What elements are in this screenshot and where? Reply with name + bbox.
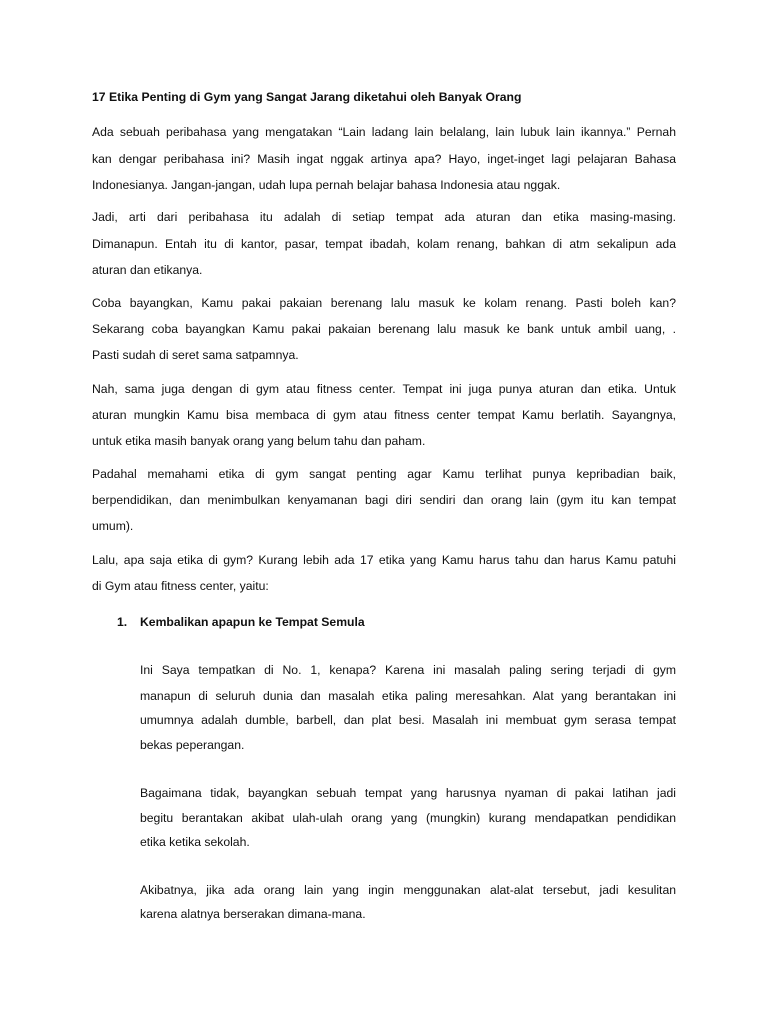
list-item-heading: Kembalikan apapun ke Tempat Semula — [140, 615, 365, 629]
paragraph-line: umumnya adalah dumble, barbell, dan plat besi. Masalah ini membuat gym serasa tempat — [140, 713, 676, 727]
paragraph-line: bekas peperangan. — [140, 738, 245, 752]
paragraph-line: aturan dan etikanya. — [92, 263, 203, 277]
paragraph-line: begitu berantakan akibat ulah-ulah orang yang (mungkin) kurang mendapatkan pendidikan — [140, 811, 676, 825]
paragraph-line: aturan mungkin Kamu bisa membaca di gym atau fitness center tempat Kamu berlatih. Sayangnya, — [92, 408, 676, 422]
document-title: 17 Etika Penting di Gym yang Sangat Jarang diketahui oleh Banyak Orang — [92, 90, 522, 104]
list-number: 1. — [117, 615, 128, 629]
paragraph-line: Indonesianya. Jangan-jangan, udah lupa pernah belajar bahasa Indonesia atau nggak. — [92, 178, 561, 192]
paragraph-line: Pasti sudah di seret sama satpamnya. — [92, 348, 299, 362]
paragraph-line: di Gym atau fitness center, yaitu: — [92, 579, 269, 593]
paragraph-line: Akibatnya, jika ada orang lain yang ingin menggunakan alat-alat tersebut, jadi kesulitan — [140, 883, 676, 897]
paragraph-line: karena alatnya berserakan dimana-mana. — [140, 907, 366, 921]
paragraph-line: untuk etika masih banyak orang yang belum tahu dan paham. — [92, 434, 426, 448]
paragraph-line: berpendidikan, dan menimbulkan kenyamanan bagi diri sendiri dan orang lain (gym itu kan tempat — [92, 493, 676, 507]
paragraph-line: Padahal memahami etika di gym sangat penting agar Kamu terlihat punya kepribadian baik, — [92, 467, 676, 481]
paragraph-line: umum). — [92, 519, 134, 533]
paragraph-line: Lalu, apa saja etika di gym? Kurang lebih ada 17 etika yang Kamu harus tahu dan harus Kamu patuhi — [92, 553, 676, 567]
paragraph-line: Nah, sama juga dengan di gym atau fitness center. Tempat ini juga punya aturan dan etika. Untuk — [92, 382, 676, 396]
paragraph-line: etika ketika sekolah. — [140, 835, 250, 849]
paragraph-line: kan dengar peribahasa ini? Masih ingat nggak artinya apa? Hayo, inget-inget lagi pelajaran Bahasa — [92, 152, 676, 166]
paragraph-line: Sekarang coba bayangkan Kamu pakai pakaian berenang lalu masuk ke bank untuk ambil uang, . — [92, 322, 676, 336]
paragraph-line: Dimanapun. Entah itu di kantor, pasar, tempat ibadah, kolam renang, bahkan di atm sekalipun ada — [92, 237, 676, 251]
paragraph-line: Jadi, arti dari peribahasa itu adalah di setiap tempat ada aturan dan etika masing-masing. — [92, 210, 676, 224]
paragraph-line: Coba bayangkan, Kamu pakai pakaian berenang lalu masuk ke kolam renang. Pasti boleh kan? — [92, 296, 676, 310]
paragraph-line: Ada sebuah peribahasa yang mengatakan “Lain ladang lain belalang, lain lubuk lain ikannya.” Pernah — [92, 125, 676, 139]
paragraph-line: Bagaimana tidak, bayangkan sebuah tempat yang harusnya nyaman di pakai latihan jadi — [140, 786, 676, 800]
paragraph-line: manapun di seluruh dunia dan masalah etika paling meresahkan. Alat yang berantakan ini — [140, 689, 676, 703]
paragraph-line: Ini Saya tempatkan di No. 1, kenapa? Karena ini masalah paling sering terjadi di gym — [140, 663, 676, 677]
